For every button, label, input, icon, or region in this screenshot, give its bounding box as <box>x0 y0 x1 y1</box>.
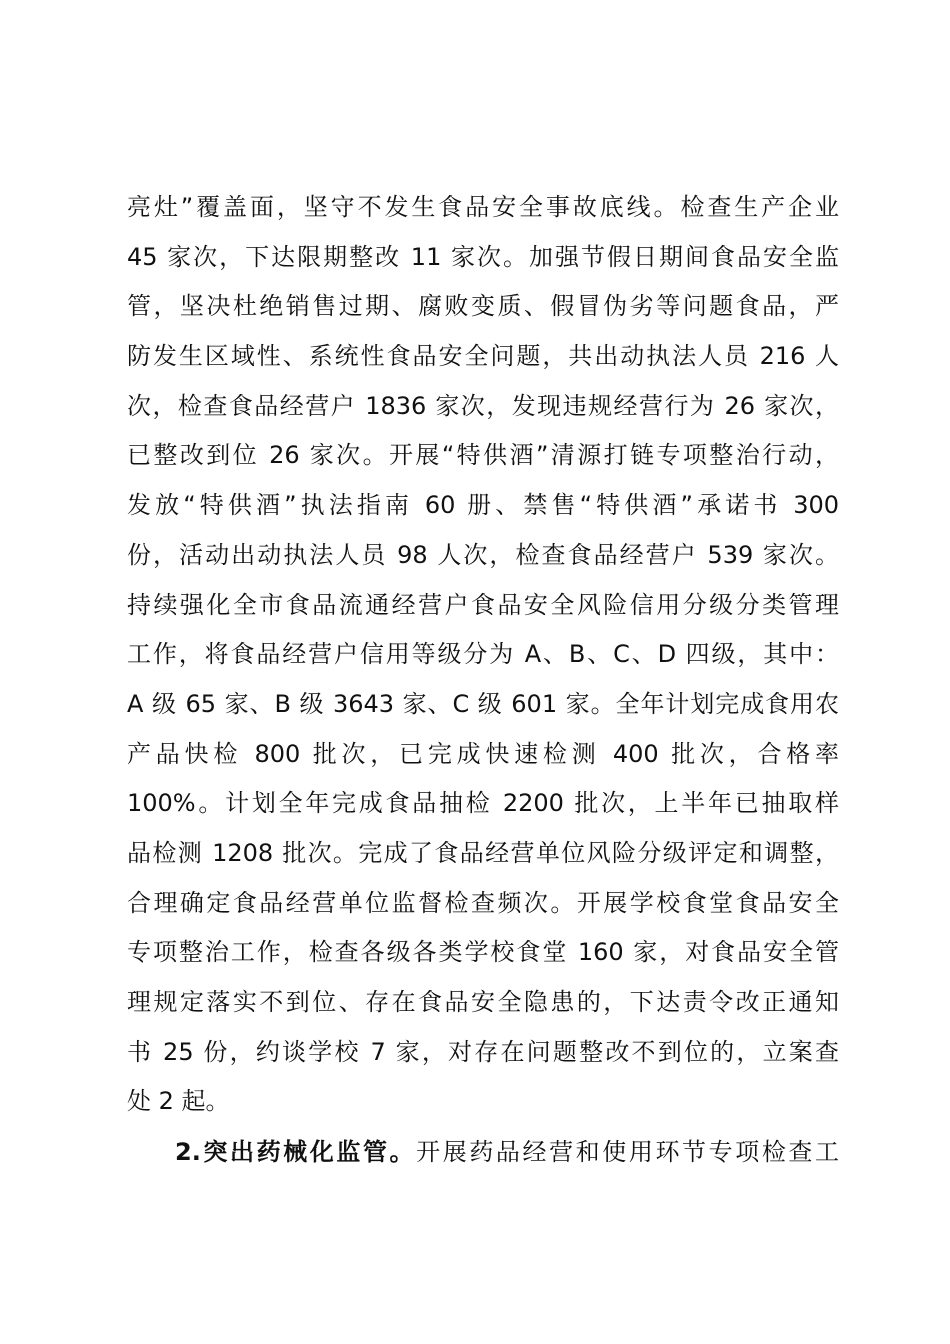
text-line: 份，活动出动执法人员 98 人次，检查食品经营户 539 家次。 <box>127 540 839 569</box>
text-line: 发放“特供酒”执法指南 60 册、禁售“特供酒”承诺书 300 <box>127 491 839 520</box>
text-line: 合理确定食品经营单位监督检查频次。开展学校食堂食品安全 <box>127 888 839 917</box>
text-line: 已整改到位 26 家次。开展“特供酒”清源打链专项整治行动， <box>127 441 839 470</box>
paragraph-drug-supervision <box>127 1128 839 1178</box>
text-line: A 级 65 家、B 级 3643 家、C 级 601 家。全年计划完成食用农 <box>127 689 839 718</box>
text-line: 处 2 起。 <box>127 1087 230 1116</box>
text-line: 管，坚决杜绝销售过期、腐败变质、假冒伪劣等问题食品，严 <box>127 292 839 321</box>
text-line: 亮灶”覆盖面，坚守不发生食品安全事故底线。检查生产企业 <box>127 193 839 221</box>
text-line: 书 25 份，约谈学校 7 家，对存在问题整改不到位的，立案查 <box>127 1037 839 1066</box>
paragraph-food-safety <box>127 183 839 1127</box>
text-line: 45 家次，下达限期整改 11 家次。加强节假日期间食品安全监 <box>127 242 839 271</box>
text-line: 次，检查食品经营户 1836 家次，发现违规经营行为 26 家次， <box>127 391 839 420</box>
section-heading: 2.突出药械化监管。 <box>175 1138 417 1166</box>
text-line: 理规定落实不到位、存在食品安全隐患的，下达责令改正通知 <box>127 988 839 1016</box>
text-line: 产品快检 800 批次，已完成快速检测 400 批次，合格率 <box>127 739 839 768</box>
section-text: 开展药品经营和使用环节专项检查工 <box>416 1138 839 1166</box>
text-line: 工作，将食品经营户信用等级分为 A、B、C、D 四级，其中： <box>127 640 839 669</box>
text-line: 专项整治工作，检查各级各类学校食堂 160 家，对食品安全管 <box>127 938 839 967</box>
text-line: 防发生区域性、系统性食品安全问题，共出动执法人员 216 人 <box>127 342 839 371</box>
text-line: 100%。计划全年完成食品抽检 2200 批次，上半年已抽取样 <box>127 789 839 818</box>
text-line: 持续强化全市食品流通经营户食品安全风险信用分级分类管理 <box>127 590 839 619</box>
text-line: 品检测 1208 批次。完成了食品经营单位风险分级评定和调整， <box>127 838 839 867</box>
